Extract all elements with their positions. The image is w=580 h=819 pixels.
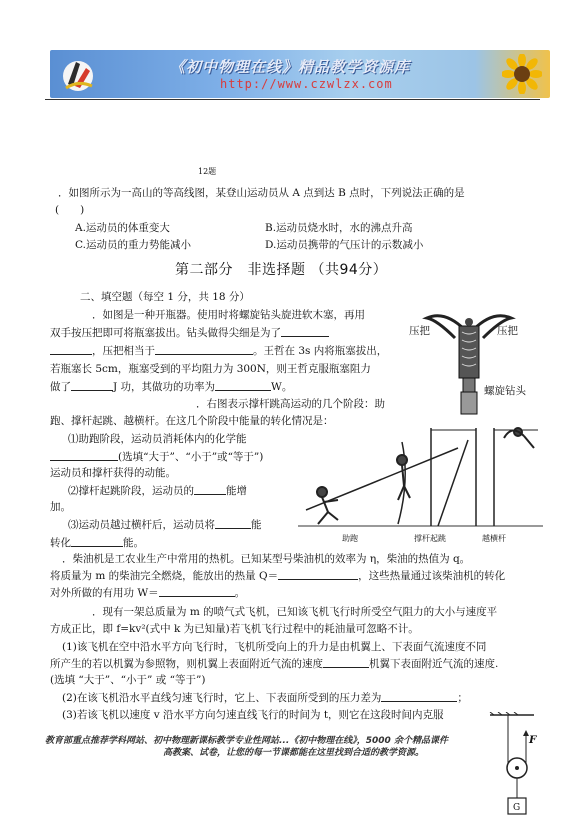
q-bottle-line3: ，压把相当于 。王哲在 3s 内将瓶塞拔出， [50, 344, 387, 358]
banner-title: 《初中物理在线》精品教学资源库 [170, 58, 411, 76]
site-logo-icon [58, 54, 98, 94]
q-diesel-line2: 将质量为 m 的柴油完全燃烧，能放出的热量 Q＝ ，这些热量通过该柴油机的转化 [50, 570, 506, 582]
label-handle-right: 压把 [497, 325, 518, 337]
q-diesel-line1: ．柴油机是工农业生产中常用的热机。已知某型号柴油机的效率为 η，柴油的热值为 q。 [62, 553, 471, 565]
answer-blank[interactable] [71, 536, 123, 547]
option-d: D.运动员携带的气压计的示数减小 [265, 239, 424, 251]
q-pole-line3: ⑴助跑阶段，运动员消耗体内的化学能 [68, 433, 247, 445]
option-c: C.运动员的重力势能减小 [75, 239, 191, 251]
option-a: A.运动员的体重变大 [75, 222, 170, 234]
figure-label-12: 12题 [198, 167, 217, 176]
q-jet-line6: (2)在该飞机沿水平直线匀速飞行时，它上、下表面所受到的压力差为 ； [62, 692, 468, 704]
q-jet-line5: (选填 “大于”、“小于” 或 “等于”) [50, 674, 206, 686]
header-banner [50, 50, 550, 98]
q-pole-line1: ．右图表示撑杆跳高运动的几个阶段：助 [196, 398, 385, 410]
answer-blank[interactable] [71, 380, 113, 391]
option-b: B.运动员烧水时，水的沸点升高 [265, 222, 413, 234]
answer-blank[interactable] [278, 569, 358, 580]
label-weight-g: G [513, 803, 521, 813]
answer-blank[interactable] [194, 484, 226, 495]
section-title: 第二部分 非选择题 （共94分） [175, 262, 388, 278]
q-bottle-line4: 若瓶塞长 5cm，瓶塞受到的平均阻力为 300N，则王哲克服瓶塞阻力 [50, 363, 371, 375]
answer-blank[interactable] [281, 326, 329, 337]
caption-over: 越横杆 [482, 534, 506, 543]
answer-blank[interactable] [50, 344, 92, 355]
answer-blank[interactable] [215, 518, 251, 529]
q-bottle-line5: 做了 J 功，其做功的功率为 W。 [50, 381, 293, 393]
q-diesel-line3: 对外所做的有用功 W＝ 。 [50, 587, 246, 599]
answer-blank[interactable] [155, 344, 253, 355]
page-footer [45, 735, 530, 759]
q-pole-line5: 运动员和撑杆获得的动能。 [50, 467, 176, 479]
caption-run: 助跑 [342, 534, 358, 543]
q-pole-line4: (选填“大于”、“小于”或“等于”) [50, 450, 263, 464]
sunflower-icon [502, 54, 542, 94]
fill-blank-header: 二、填空题（每空 1 分，共 18 分） [80, 291, 250, 303]
q-pole-line2: 跑、撑杆起跳、越横杆。在这几个阶段中能量的转化情况是： [50, 415, 334, 427]
q-bottle-line2: 双手按压把即可将瓶塞拔出。钻头做得尖细是为了 [50, 326, 329, 340]
header-divider [45, 99, 540, 100]
pole-vault-figure [298, 420, 543, 532]
answer-blank[interactable] [381, 691, 457, 702]
q-jet-line7: (3)若该飞机以速度 v 沿水平方向匀速直线飞行的时间为 t，则它在这段时间内克服 [62, 709, 444, 721]
label-force-f: F [529, 734, 537, 746]
q-jet-line4: 所产生的若以机翼为参照物，则机翼上表面附近气流的速度 机翼下表面附近气流的速度. [50, 658, 499, 670]
q-jet-line3: (1)该飞机在空中沿水平方向飞行时，飞机所受向上的升力是由机翼上、下表面气流速度不同 [62, 641, 487, 653]
q-bottle-line1: ．如图是一种开瓶器。使用时将螺旋钻头旋进软木塞，再用 [92, 309, 365, 321]
caption-jump: 撑杆起跳 [414, 534, 446, 543]
q-jet-line2: 方成正比，即 f=kv²(式中 k 为已知量)若飞机飞行过程中的耗油量可忽略不计。 [50, 623, 419, 635]
q-pole-line7: 加。 [50, 501, 71, 513]
label-drill: 螺旋钻头 [484, 385, 526, 397]
q-pole-line8: ⑶运动员越过横杆后，运动员将 能 [68, 519, 262, 531]
answer-blank[interactable] [50, 450, 118, 461]
footer-line1: 教育部重点推荐学科网站、初中物理新课标教学专业性网站...《初中物理在线》，5000 余个精品课件 [45, 736, 448, 746]
question-contour-paren: ( ) [55, 204, 85, 216]
footer-line2: 高教案、试卷，让您的每一节课都能在这里找到合适的教学资源。 [163, 748, 425, 758]
banner-url[interactable]: http://www.czwlzx.com [220, 77, 393, 91]
q-pole-line6: ⑵撑杆起跳阶段，运动员的 能增 [68, 485, 247, 497]
q-jet-line1: ．现有一架总质量为 m 的喷气式飞机，已知该飞机飞行时所受空气阻力的大小与速度平 [92, 606, 498, 618]
question-contour-stem: ．如图所示为一高山的等高线图，某登山运动员从 A 点到达 B 点时，下列说法正确的是 [58, 187, 465, 199]
label-handle-left: 压把 [409, 325, 430, 337]
answer-blank[interactable] [323, 657, 369, 668]
answer-blank[interactable] [215, 380, 271, 391]
q-pole-line9: 转化 能。 [50, 537, 144, 549]
answer-blank[interactable] [159, 586, 235, 597]
